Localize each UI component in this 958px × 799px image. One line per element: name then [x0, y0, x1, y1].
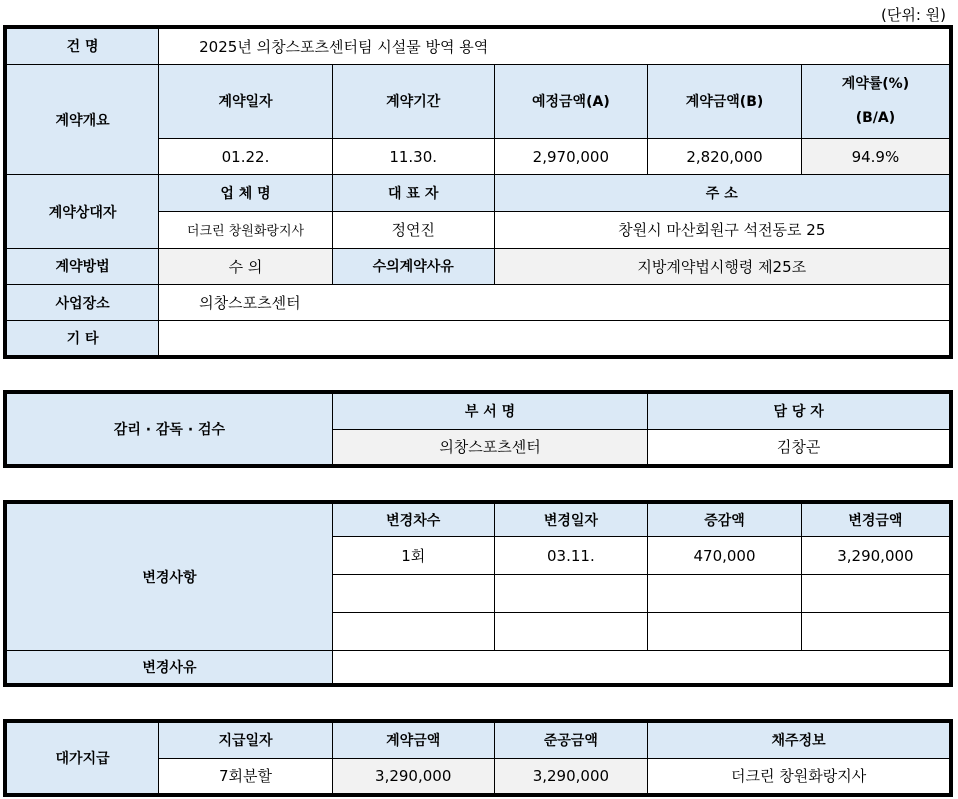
- contract-period: 11.30.: [332, 139, 494, 175]
- change-reason-value: [332, 650, 951, 685]
- overview-label: 계약개요: [5, 64, 159, 175]
- etc-label: 기 타: [5, 321, 159, 357]
- reason-label: 수의계약사유: [332, 248, 494, 284]
- change-delta: 470,000: [648, 537, 802, 575]
- etc-value: [159, 321, 951, 357]
- site-value: 의창스포츠센터: [159, 285, 951, 321]
- payment-contract-amount: 3,290,000: [332, 758, 494, 795]
- payment-date: 7회분할: [159, 758, 333, 795]
- header-contract-amount: 계약금액(B): [648, 64, 802, 138]
- change-amount: 3,290,000: [801, 537, 951, 575]
- payment-table: [3, 719, 953, 797]
- header-completion-amount: 준공금액: [494, 721, 648, 758]
- representative: 정연진: [332, 211, 494, 248]
- supervision-table: [3, 390, 953, 468]
- address: 창원시 마산회원구 석전동로 25: [494, 211, 951, 248]
- header-department: 부 서 명: [332, 392, 647, 429]
- manager: 김창곤: [648, 429, 951, 466]
- change-cell: [494, 612, 648, 650]
- change-cell: [332, 612, 494, 650]
- change-cell: [494, 575, 648, 613]
- changes-table: [3, 500, 953, 687]
- header-change-round: 변경차수: [332, 502, 494, 537]
- reason-value: 지방계약법시행령 제25조: [494, 248, 951, 284]
- department: 의창스포츠센터: [332, 429, 647, 466]
- header-contract-date: 계약일자: [159, 64, 333, 138]
- contract-name: 2025년 의창스포츠센터팀 시설물 방역 용역: [159, 27, 951, 64]
- header-change-delta: 증감액: [648, 502, 802, 537]
- method-label: 계약방법: [5, 248, 159, 284]
- rate-header-line1: 계약률(%): [841, 76, 910, 93]
- header-estimated-amount: 예정금액(A): [494, 64, 648, 138]
- change-cell: [648, 575, 802, 613]
- header-contract-period: 계약기간: [332, 64, 494, 138]
- change-cell: [801, 575, 951, 613]
- estimated-amount: 2,970,000: [494, 139, 648, 175]
- change-reason-label: 변경사유: [5, 650, 332, 685]
- partner-label: 계약상대자: [5, 175, 159, 248]
- changes-label: 변경사항: [5, 502, 332, 650]
- change-cell: [332, 575, 494, 613]
- completion-amount: 3,290,000: [494, 758, 648, 795]
- name-label: 건 명: [5, 27, 159, 64]
- method-value: 수 의: [159, 248, 333, 284]
- company-name: 더크린 창원화랑지사: [159, 211, 333, 248]
- header-contract-rate: [801, 64, 951, 138]
- change-round: 1회: [332, 537, 494, 575]
- contract-amount: 2,820,000: [648, 139, 802, 175]
- header-payment-date: 지급일자: [159, 721, 333, 758]
- contract-table: [3, 25, 953, 359]
- header-creditor-info: 채주정보: [648, 721, 951, 758]
- contract-date: 01.22.: [159, 139, 333, 175]
- contract-rate: 94.9%: [801, 139, 951, 175]
- header-representative: 대 표 자: [332, 175, 494, 211]
- rate-header-line2: (B/A): [855, 110, 896, 127]
- header-company-name: 업 체 명: [159, 175, 333, 211]
- change-cell: [801, 612, 951, 650]
- change-cell: [648, 612, 802, 650]
- creditor-info: 더크린 창원화랑지사: [648, 758, 951, 795]
- header-payment-contract-amount: 계약금액: [332, 721, 494, 758]
- unit-label: (단위: 원): [881, 6, 946, 24]
- payment-label: 대가지급: [5, 721, 159, 795]
- header-address: 주 소: [494, 175, 951, 211]
- change-date: 03.11.: [494, 537, 648, 575]
- header-change-date: 변경일자: [494, 502, 648, 537]
- header-manager: 담 당 자: [648, 392, 951, 429]
- site-label: 사업장소: [5, 285, 159, 321]
- header-change-amount: 변경금액: [801, 502, 951, 537]
- supervision-label: 감리 · 감독 · 검수: [5, 392, 332, 466]
